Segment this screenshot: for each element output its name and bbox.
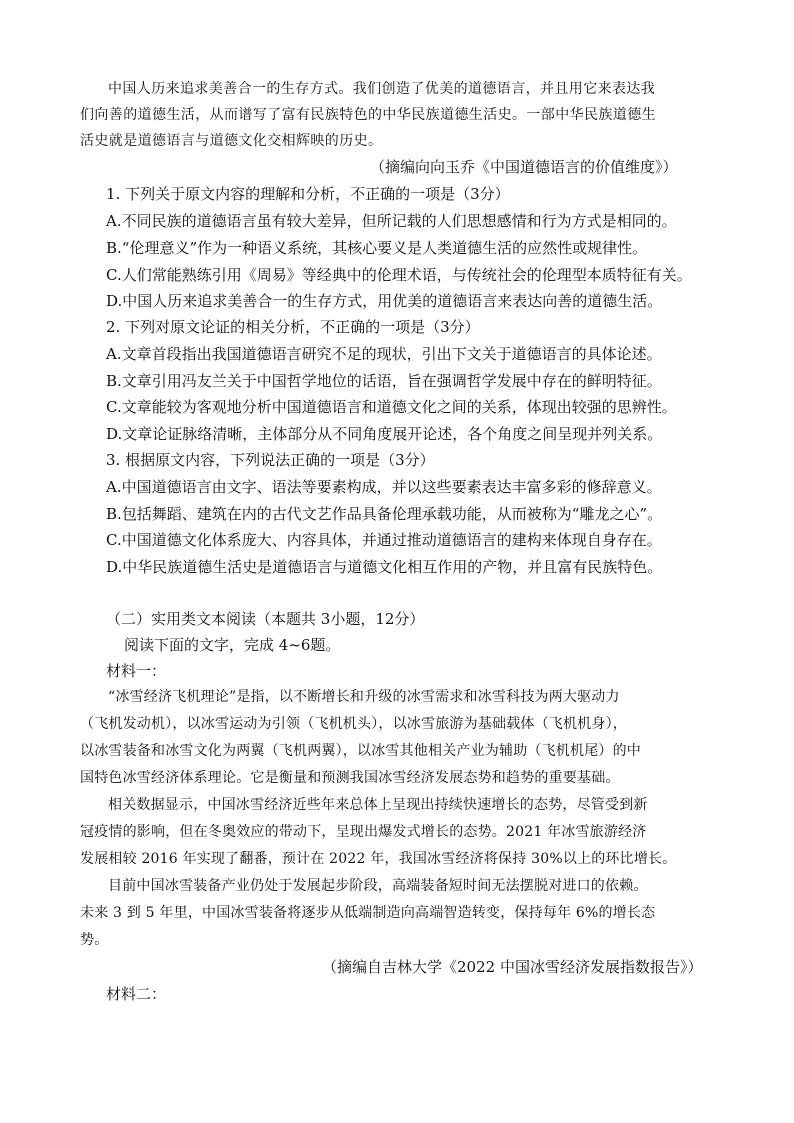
material-label: 材料二：	[106, 985, 167, 1003]
question-option: B.包括舞蹈、建筑在内的古代文艺作品具备伦理承载功能，从而被称为“雕龙之心”。	[106, 505, 663, 523]
question-option: B.“伦理意义”作为一种语义系统，其核心要义是人类道德生活的应然性或规律性。	[106, 239, 648, 257]
material-line: （飞机发动机），以冰雪运动为引领（飞机机头），以冰雪旅游为基础载体（飞机机身），	[80, 716, 627, 732]
question-option: C.文章能较为客观地分析中国道德语言和道德文化之间的关系，体现出较强的思辨性。	[106, 398, 677, 416]
passage-line: 活史就是道德语言与道德文化交相辉映的历史。	[80, 133, 383, 149]
material-source: （摘编自吉林大学《2022 中国冰雪经济发展指数报告》）	[322, 958, 703, 976]
question-option: A.不同民族的道德语言虽有较大差异，但所记载的人们思想感情和行为方式是相同的。	[106, 212, 677, 230]
question-option: D.中华民族道德生活史是道德语言与道德文化相互作用的产物，并且富有民族特色。	[106, 558, 663, 576]
passage-source: （摘编向向玉乔《中国道德语言的价值维度》）	[370, 158, 678, 176]
material-line: “冰雪经济飞机理论”是指，以不断增长和升级的冰雪需求和冰雪科技为两大驱动力	[108, 689, 620, 705]
question-stem: 2. 下列对原文论证的相关分析，不正确的一项是（3分）	[106, 318, 480, 336]
question-option: A.文章首段指出我国道德语言研究不足的现状，引出下文关于道德语言的具体论述。	[106, 345, 662, 363]
material-line: 国特色冰雪经济体系理论。它是衡量和预测我国冰雪经济发展态势和趋势的重要基础。	[80, 770, 620, 786]
material-line: 目前中国冰雪装备产业仍处于发展起步阶段，高端装备短时间无法摆脱对进口的依赖。	[108, 878, 648, 894]
section-instruction: 阅读下面的文字，完成 4~6题。	[124, 636, 341, 654]
question-stem: 3. 根据原文内容，下列说法正确的一项是（3分）	[106, 451, 435, 469]
question-stem: 1. 下列关于原文内容的理解和分析，不正确的一项是（3分）	[106, 185, 510, 203]
material-line: 发展相较 2016 年实现了翻番，预计在 2022 年，我国冰雪经济将保持 30%以上的环比增长。	[80, 851, 677, 867]
material-line: 未来 3 到 5 年里，中国冰雪装备将逐步从低端制造向高端智造转变，保持每年 6%的增长态	[80, 905, 656, 921]
material-line: 冠疫情的影响，但在冬奥效应的带动下，呈现出爆发式增长的态势。2021 年冰雪旅游经济	[80, 824, 647, 840]
question-option: C.中国道德文化体系庞大、内容具体，并通过推动道德语言的建构来体现自身存在。	[106, 531, 662, 549]
passage-line: 们向善的道德生活，从而谱写了富有民族特色的中华民族道德生活史。一部中华民族道德生	[80, 107, 656, 123]
question-option: D.中国人历来追求美善合一的生存方式，用优美的道德语言来表达向善的道德生活。	[106, 292, 663, 310]
question-option: C.人们常能熟练引用《周易》等经典中的伦理术语，与传统社会的伦理型本质特征有关。	[106, 266, 692, 284]
section-heading: （二）实用类文本阅读（本题共 3小题，12分）	[106, 610, 425, 628]
passage-line: 中国人历来追求美善合一的生存方式。我们创造了优美的道德语言，并且用它来表达我	[108, 81, 656, 97]
material-line: 势。	[80, 932, 109, 948]
material-line: 相关数据显示，中国冰雪经济近些年来总体上呈现出持续快速增长的态势，尽管受到新	[108, 797, 648, 813]
question-option: A.中国道德语言由文字、语法等要素构成，并以这些要素表达丰富多彩的修辞意义。	[106, 478, 662, 496]
material-label: 材料一：	[106, 662, 167, 680]
material-line: 以冰雪装备和冰雪文化为两翼（飞机两翼），以冰雪其他相关产业为辅助（飞机机尾）的中	[80, 743, 641, 759]
question-option: D.文章论证脉络清晰，主体部分从不同角度展开论述，各个角度之间呈现并列关系。	[106, 425, 663, 443]
question-option: B.文章引用冯友兰关于中国哲学地位的话语，旨在强调哲学发展中存在的鲜明特征。	[106, 372, 662, 390]
